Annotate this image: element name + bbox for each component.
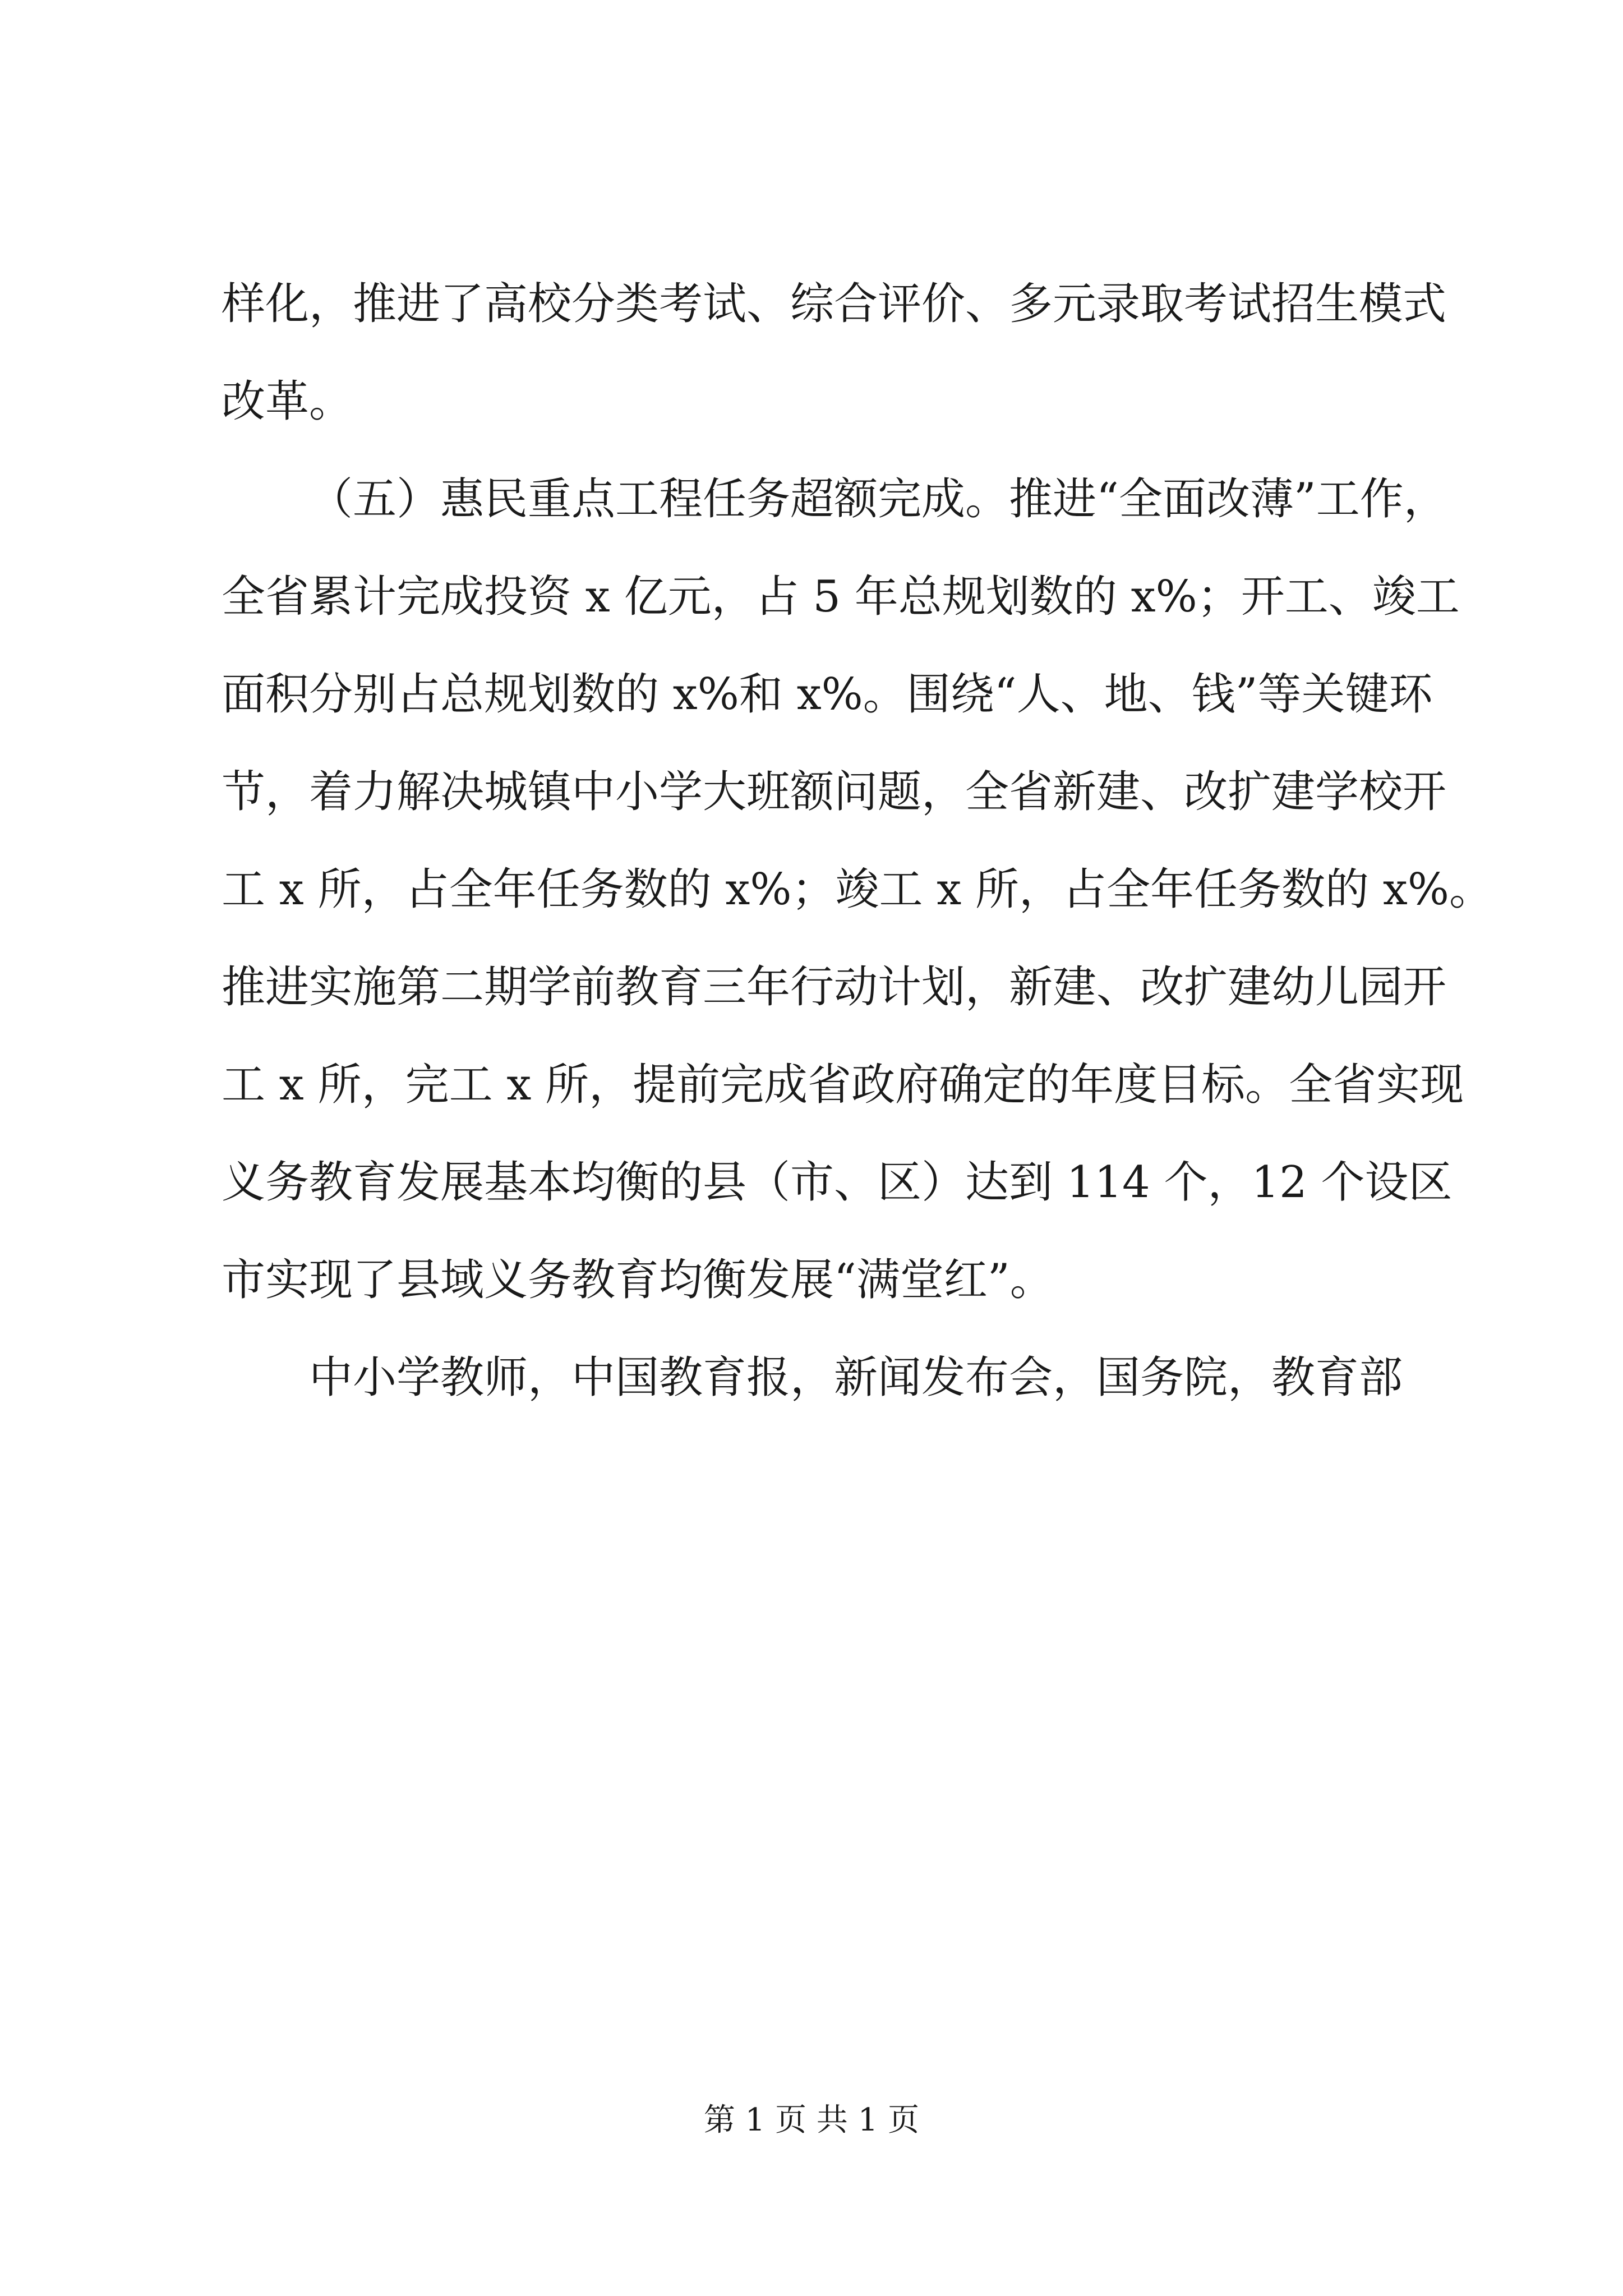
page-number-footer: 第 1 页 共 1 页 xyxy=(703,2102,920,2138)
document-body xyxy=(222,255,1493,1427)
paragraph-line: 样化，推进了高校分类考试、综合评价、多元录取考试招生模式 xyxy=(222,279,1447,329)
paragraph-line: 面积分别占总规划数的 x%和 x%。围绕“人、地、钱”等关键环 xyxy=(222,669,1433,720)
paragraph-line: 工 x 所，完工 x 所，提前完成省政府确定的年度目标。全省实现 xyxy=(222,1060,1464,1110)
section-heading-line: （五）惠民重点工程任务超额完成。推进“全面改薄”工作， xyxy=(309,474,1447,524)
paragraph-line: 节，着力解决城镇中小学大班额问题，全省新建、改扩建学校开 xyxy=(222,767,1447,817)
paragraph-line: 改革。 xyxy=(222,376,353,427)
paragraph-line: 市实现了县域义务教育均衡发展“满堂红”。 xyxy=(222,1255,1054,1305)
paragraph-line: 推进实施第二期学前教育三年行动计划，新建、改扩建幼儿园开 xyxy=(222,962,1447,1013)
keywords-line: 中小学教师，中国教育报，新闻发布会，国务院，教育部 xyxy=(309,1352,1403,1403)
paragraph-line: 义务教育发展基本均衡的县（市、区）达到 114 个，12 个设区 xyxy=(222,1157,1453,1208)
paragraph-line: 全省累计完成投资 x 亿元，占 5 年总规划数的 x%；开工、竣工 xyxy=(222,572,1460,622)
paragraph-line: 工 x 所，占全年任务数的 x%；竣工 x 所，占全年任务数的 x%。 xyxy=(222,864,1493,915)
